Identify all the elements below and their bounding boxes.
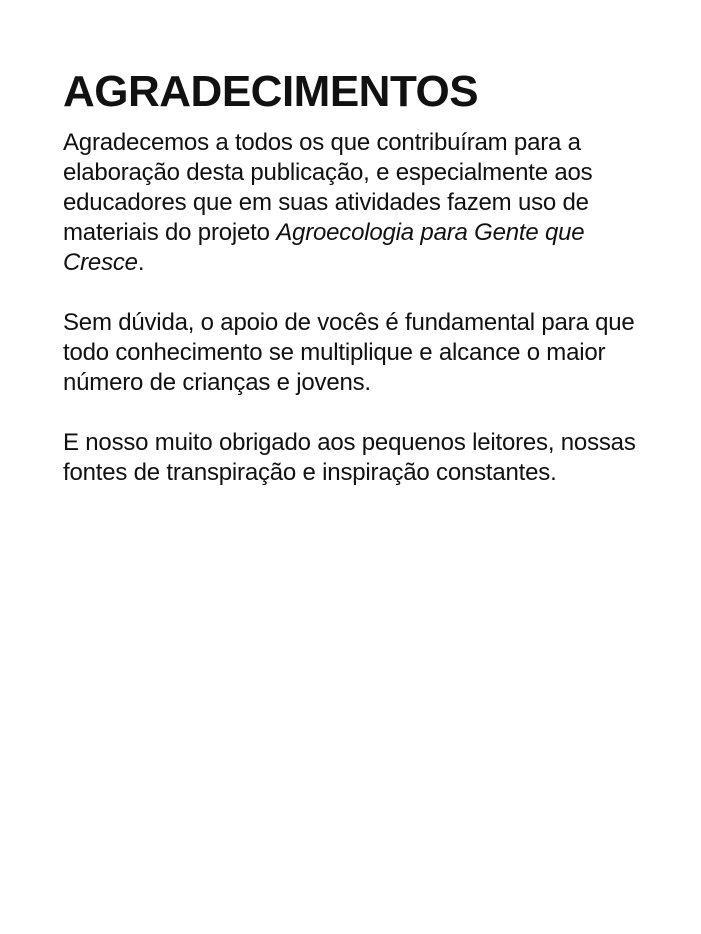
project-name: Agroecologia para Gente que Cresce xyxy=(63,219,585,276)
paragraph-text-after: . xyxy=(137,249,145,276)
paragraph-text-before: Agradecemos a todos os que contribuíram para a elaboração desta publicação, e especialmente aos educadores que em suas atividades fazem uso de materiais do projeto xyxy=(63,129,593,246)
paragraph-support: Sem dúvida, o apoio de vocês é fundamental para que todo conhecimento se multiplique e alcance o maior número de crianças e jovens. xyxy=(63,309,635,396)
paragraph-thanks-readers: E nosso muito obrigado aos pequenos leitores, nossas fontes de transpiração e inspiração constantes. xyxy=(63,429,636,486)
paragraph-acknowledgement xyxy=(63,128,661,278)
page-title: AGRADECIMENTOS xyxy=(63,67,479,116)
